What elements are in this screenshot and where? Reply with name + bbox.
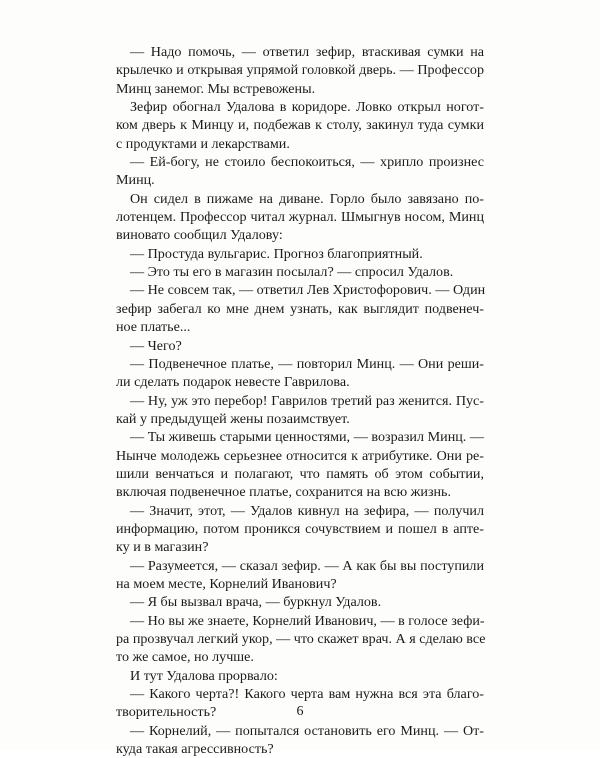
body-text <box>116 43 484 758</box>
text-line: Зефир обогнал Удалова в коридоре. Ловко открыл ногот- <box>130 99 484 116</box>
text-line: виновато сообщил Удалову: <box>116 227 283 244</box>
text-line: — Разумеется, — сказал зефир. — А как бы вы поступили <box>130 557 484 574</box>
text-line: — Ты живешь старыми ценностями, — возразил Минц. — <box>130 429 484 446</box>
text-line: лотенцем. Профессор читал журнал. Шмыгнув носом, Минц <box>116 209 484 226</box>
text-line: на моем месте, Корнелий Иванович? <box>116 575 337 592</box>
text-line: ком дверь к Минцу и, подбежав к столу, закинул туда сумки <box>116 117 484 134</box>
text-line: И тут Удалова прорвало: <box>130 667 278 684</box>
text-line: — Корнелий, — попытался остановить его Минц. — От- <box>130 722 484 739</box>
text-line: ку и в магазин? <box>116 539 209 556</box>
text-line: творительность? <box>116 704 217 721</box>
text-line: — Значит, этот, — Удалов кивнул на зефира, — получил <box>130 502 484 519</box>
text-line: ное платье... <box>116 319 191 336</box>
text-line: — Подвенечное платье, — повторил Минц. — Они реши- <box>130 355 484 372</box>
text-line: Нынче молодежь серьезнее относится к атрибутике. Они ре- <box>116 447 484 464</box>
text-line: — Надо помочь, — ответил зефир, втаскивая сумки на <box>130 44 484 60</box>
text-line: зефир забегал ко мне днем узнать, как выглядит подвенеч- <box>116 300 484 317</box>
text-line: шили венчаться и полагают, что память об этом событии, <box>116 465 484 482</box>
text-line: ра прозвучал легкий укор, — что скажет врач. А я сделаю все <box>116 631 486 647</box>
text-line: информацию, потом проникся сочувствием и пошел в апте- <box>116 520 484 537</box>
text-line: — Это ты его в магазин посылал? — спросил Удалов. <box>130 264 454 281</box>
text-line: то же самое, но лучше. <box>116 649 254 666</box>
text-line: кай у предыдущей жены позаимствует. <box>116 410 350 427</box>
text-line: — Но вы же знаете, Корнелий Иванович, — в голосе зефи- <box>130 612 485 629</box>
text-line: Минц. <box>116 172 155 189</box>
text-line: включая подвенечное платье, сохранится на всю жизнь. <box>116 484 452 501</box>
page-number: 6 <box>296 704 304 719</box>
text-line: — Какого черта?! Какого черта вам нужна вся эта благо- <box>130 686 484 703</box>
text-line: — Не совсем так, — ответил Лев Христофорович. — Один <box>130 282 486 299</box>
text-line: с продуктами и лекарствами. <box>116 135 290 152</box>
text-line: Он сидел в пижаме на диване. Горло было завязано по- <box>130 190 484 207</box>
text-line: — Чего? <box>130 337 182 354</box>
text-line: — Ей-богу, не стоило беспокоиться, — хрипло произнес <box>130 154 484 171</box>
text-line: Минц занемог. Мы встревожены. <box>116 80 316 97</box>
text-line: — Простуда вульгарис. Прогноз благоприятный. <box>130 245 423 262</box>
text-line: крылечко и открывая упрямой головкой дверь. — Профессор <box>116 62 484 79</box>
text-line: ли сделать подарок невесте Гаврилова. <box>116 374 350 391</box>
text-line: — Я бы вызвал врача, — буркнул Удалов. <box>130 594 382 611</box>
text-line: куда такая агрессивность? <box>116 741 274 758</box>
text-line: — Ну, уж это перебор! Гаврилов третий раз женится. Пус- <box>130 392 484 409</box>
